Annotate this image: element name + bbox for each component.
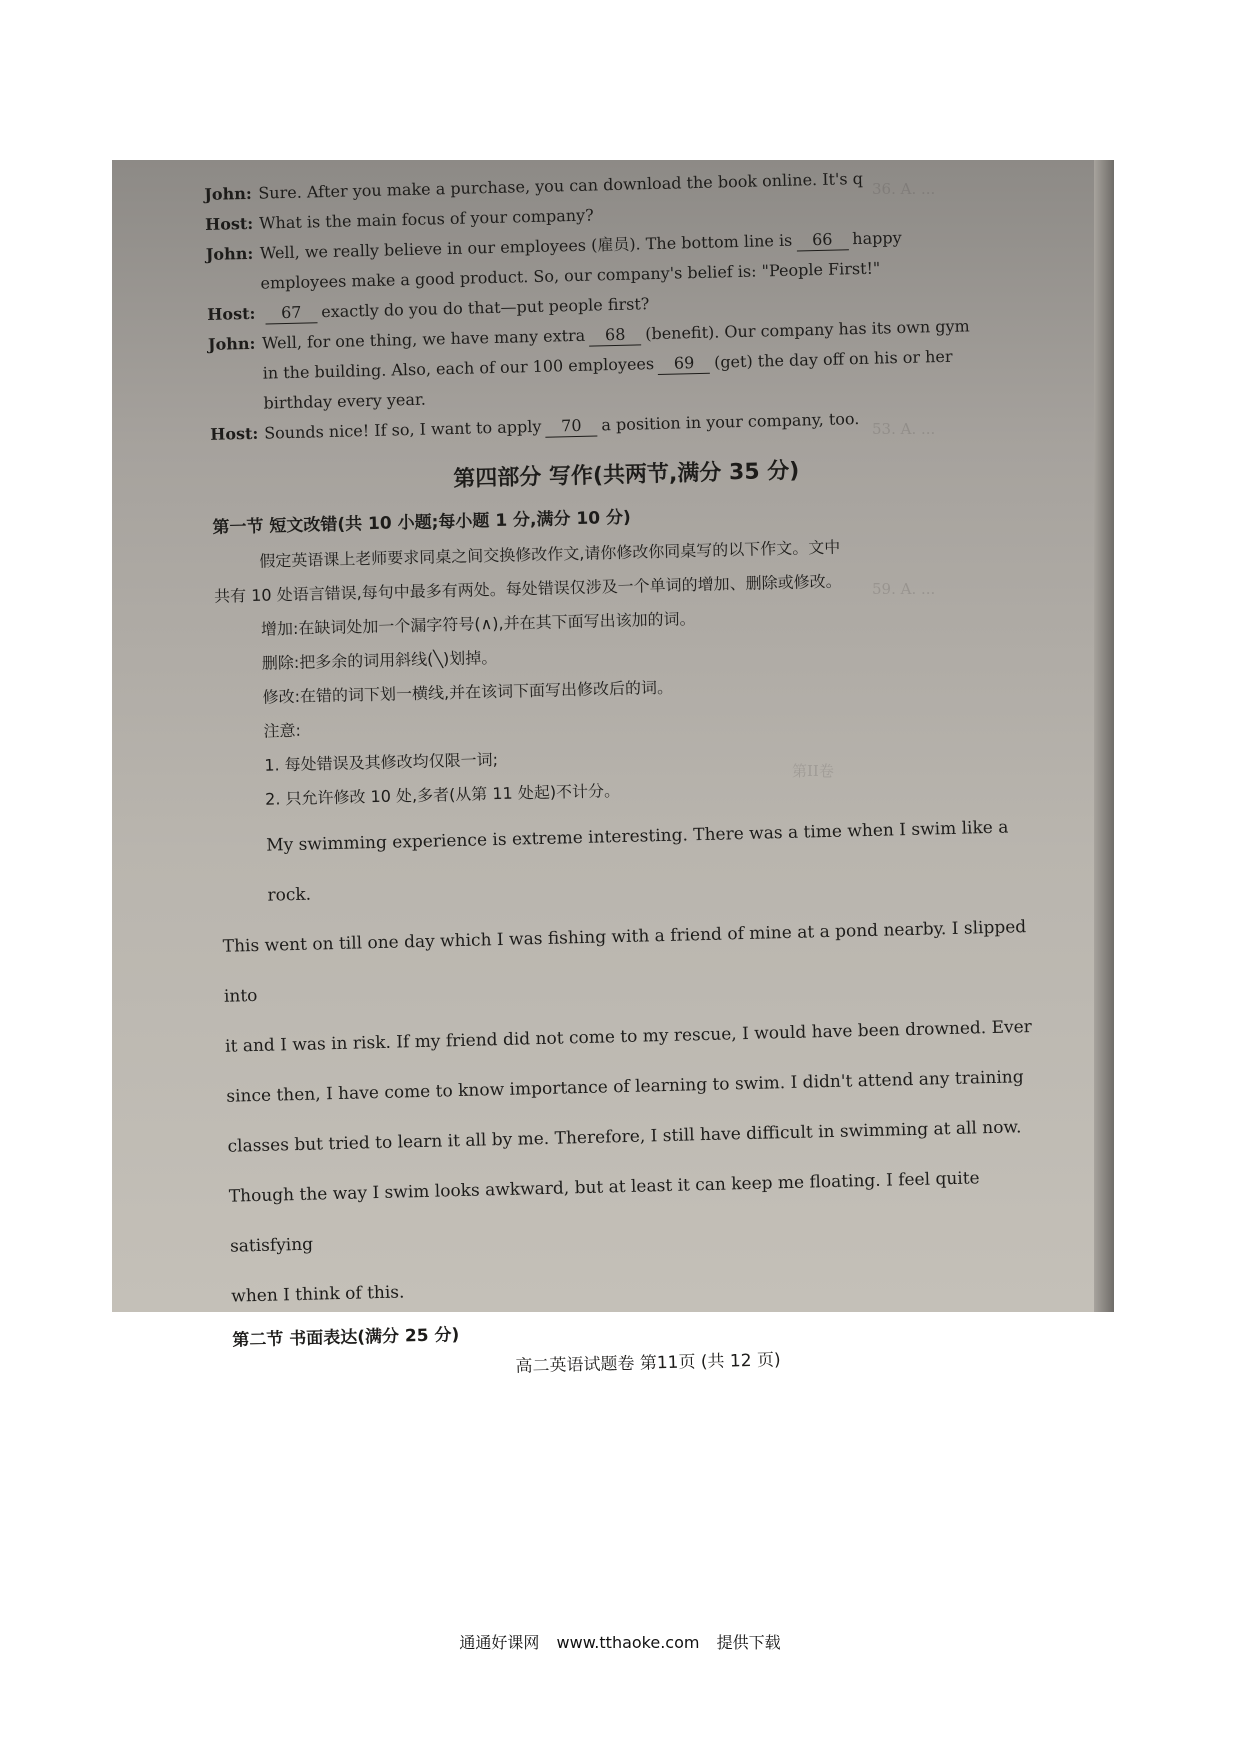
- part-four-title: 第四部分 写作(共两节,满分 35 分): [453, 458, 800, 492]
- answer-blank-67[interactable]: 67: [265, 302, 317, 324]
- essay-line[interactable]: This went on till one day which I was fishing with a friend of mine at a pond nearby. I slipped into: [222, 917, 1027, 1007]
- dialogue-line-5: Host: 67 exactly do you do that—put people first?: [207, 294, 650, 324]
- instruction-line: 修改:在错的词下划一横线,并在该词下面写出修改后的词。: [262, 677, 674, 707]
- dialogue-line-1: John: Sure. After you make a purchase, you can download the book online. It's q: [204, 168, 864, 204]
- exam-page-footer: 高二英语试题卷 第11页 (共 12 页): [515, 1350, 781, 1377]
- answer-blank-70[interactable]: 70: [545, 415, 597, 437]
- dialogue-line-9: Host: Sounds nice! If so, I want to apply 70 a position in your company, too.: [209, 409, 860, 444]
- essay-line[interactable]: since then, I have come to know importance of learning to swim. I didn't attend any training: [226, 1067, 1024, 1107]
- scanned-exam-photo: 36. A. ... 53. A. ... 59. A. ... 第II卷 John: Sure. After you make a purchase, you can download the book online. It's q Host: What is the main focus of your company? John: Well, we really believe in our employees (雇员). The bottom line is 66 happy employees make a good product. So, our company's belief is: "People First!" Host: 67 exactly do you do that—put people first? John: Well, for one thing, we have many extra 68 (benefit). Our company has its own gym in the building. Also, each of our 100 employees 69 (get) the day off on his or her birthday every year. Host: Sounds nice! If so, I want to apply 70 a position in your company, too. 第四部分 写作(共两节,满分 35 分) 第一节 短文改错(共 10 小题;每小题 1 分,满分 10 分) 假定英语课上老师要求同桌之间交换修改作文,请你修改你同桌写的以下作文。文中 共有 10 处语言错误,每句中最多有两处。每处错误仅涉及一个单词的增加、删除或修改。 增加:在缺词处加一个漏字符号(∧),并在其下面写出该加的词。 删除:把多余的词用斜线(╲)划掉。 修改:在错的词下划一横线,并在该词下面写出修改后的词。 注意: 1. 每处错误及其修改均仅限一词; 2. 只允许修改 10 处,多者(从第 11 处起)不计分。 My swimming experience is extreme interesting. There was a time when I swim like a rock. This went on till one day which I was fishing with a friend of mine at a pond nearby. I slipped into it and I was in risk. If my friend did not come to my rescue, I would have been drowned. Ever since then, I have come to know importance of learning to swim. I didn't attend any training classes but tried to learn it all by me. Therefore, I still have difficult in swimming at all now. Though the way I swim looks awkward, but at least it can keep me floating. I feel quite satisfying when I think of this. 第二节 书面表达(满分 25 分) 高二英语试题卷 第11页 (共 12 页): [112, 160, 1114, 1312]
- dialogue-line-4: employees make a good product. So, our company's belief is: "People First!": [260, 258, 881, 293]
- answer-blank-66[interactable]: 66: [796, 229, 848, 251]
- answer-blank-69[interactable]: 69: [658, 353, 710, 375]
- dialogue-line-6: John: Well, for one thing, we have many extra 68 (benefit). Our company has its own gym: [207, 316, 970, 354]
- error-correction-essay: [220, 802, 1062, 1322]
- instruction-line: 2. 只允许修改 10 处,多者(从第 11 处起)不计分。: [264, 781, 621, 809]
- essay-line[interactable]: Though the way I swim looks awkward, but at least it can keep me floating. I feel quite satisfying: [228, 1168, 980, 1257]
- site-download-text: 提供下载: [716, 1633, 781, 1652]
- dialogue-line-2: Host: What is the main focus of your company?: [204, 205, 594, 234]
- instruction-line: 1. 每处错误及其修改均仅限一词;: [264, 749, 499, 775]
- section-one-title: 第一节 短文改错(共 10 小题;每小题 1 分,满分 10 分): [212, 507, 631, 538]
- essay-line[interactable]: it and I was in risk. If my friend did not come to my rescue, I would have been drowned. Ever: [224, 1017, 1033, 1057]
- site-name: 通通好课网: [459, 1633, 540, 1652]
- essay-line[interactable]: My swimming experience is extreme interesting. There was a time when I swim like a rock.: [266, 817, 1009, 906]
- essay-line[interactable]: classes but tried to learn it all by me. Therefore, I still have difficult in swimming at all now.: [227, 1117, 1022, 1157]
- site-footer: [0, 1630, 1240, 1653]
- page-edge-shadow: [1094, 160, 1114, 1312]
- section-two-title: 第二节 书面表达(满分 25 分): [232, 1325, 460, 1351]
- instruction-line: 假定英语课上老师要求同桌之间交换修改作文,请你修改你同桌写的以下作文。文中: [259, 537, 841, 571]
- instruction-line: 删除:把多余的词用斜线(╲)划掉。: [261, 647, 498, 673]
- dialogue-line-8: birthday every year.: [263, 389, 427, 413]
- answer-blank-68[interactable]: 68: [589, 324, 641, 346]
- instruction-line: 共有 10 处语言错误,每句中最多有两处。每处错误仅涉及一个单词的增加、删除或修改。: [213, 571, 842, 606]
- dialogue-line-3: John: Well, we really believe in our employees (雇员). The bottom line is 66 happy: [205, 227, 902, 264]
- essay-line[interactable]: when I think of this.: [231, 1282, 405, 1307]
- instruction-line: 增加:在缺词处加一个漏字符号(∧),并在其下面写出该加的词。: [260, 609, 696, 639]
- dialogue-line-7: in the building. Also, each of our 100 employees 69 (get) the day off on his or her: [262, 346, 953, 383]
- site-url-link[interactable]: www.tthaoke.com: [556, 1633, 700, 1652]
- exam-content: [204, 160, 1063, 1384]
- instruction-line: 注意:: [263, 720, 302, 741]
